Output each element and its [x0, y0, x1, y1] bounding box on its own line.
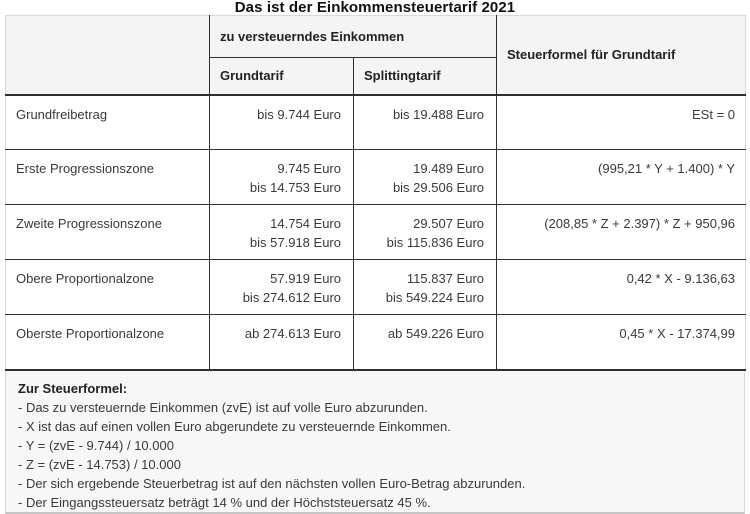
value-line: bis 115.836 Euro [386, 235, 485, 250]
value-line: bis 29.506 Euro [392, 180, 485, 195]
value-line: 19.489 Euro [413, 161, 485, 176]
tax-table [5, 15, 746, 371]
table-row [6, 315, 746, 370]
formula-cell: 0,45 * X - 17.374,99 [497, 315, 746, 370]
splittingtarif-cell [354, 205, 497, 260]
zone-cell: Grundfreibetrag [6, 95, 210, 150]
footnote-item: - Y = (zvE - 9.744) / 10.000 [18, 437, 174, 453]
value-line: 57.919 Euro [270, 271, 341, 286]
header-steuerformel: Steuerformel für Grundtarif [497, 16, 746, 95]
table-row [6, 260, 746, 315]
splittingtarif-cell [354, 260, 497, 315]
footnote-item: - Der Eingangssteuersatz beträgt 14 % und der Höchststeuersatz 45 %. [18, 494, 431, 510]
header-splittingtarif: Splittingtarif [354, 58, 497, 95]
zone-cell: Oberste Proportionalzone [6, 315, 210, 370]
footnote-item: - X ist das auf einen vollen Euro abgerundete zu versteuernde Einkommen. [18, 418, 451, 434]
header-income-group: zu versteuerndes Einkommen [210, 16, 497, 58]
page-title: Das ist der Einkommensteuertarif 2021 [234, 0, 516, 16]
header-empty-corner [6, 16, 210, 95]
table-body [6, 95, 746, 370]
value-line: 115.837 Euro [406, 271, 485, 286]
value-line: 14.754 Euro [270, 216, 341, 231]
value-line: bis 549.224 Euro [385, 290, 485, 305]
value-line: 9.745 Euro [277, 161, 341, 176]
splittingtarif-cell [354, 95, 497, 150]
table-header [6, 16, 746, 95]
footnote-item: - Der sich ergebende Steuerbetrag ist auf den nächsten vollen Euro-Betrag abzurunden. [18, 475, 526, 491]
table-row [6, 150, 746, 205]
grundtarif-cell [210, 205, 354, 260]
table-row [6, 205, 746, 260]
footnotes-box [5, 371, 745, 514]
formula-cell: (208,85 * Z + 2.397) * Z + 950,96 [497, 205, 746, 260]
footnotes-heading: Zur Steuerformel: [18, 380, 128, 396]
zone-cell: Erste Progressionszone [6, 150, 210, 205]
formula-cell: 0,42 * X - 9.136,63 [497, 260, 746, 315]
formula-cell: ESt = 0 [497, 95, 746, 150]
grundtarif-cell [210, 150, 354, 205]
value-line: bis 57.918 Euro [249, 235, 341, 250]
value-line: bis 14.753 Euro [249, 180, 341, 195]
grundtarif-cell [210, 260, 354, 315]
grundtarif-cell [210, 95, 354, 150]
footnote-item: - Das zu versteuernde Einkommen (zvE) ist auf volle Euro abzurunden. [18, 399, 428, 415]
grundtarif-cell [210, 315, 354, 370]
splittingtarif-cell [354, 150, 497, 205]
footnote-item: - Z = (zvE - 14.753) / 10.000 [18, 456, 181, 472]
value-line: bis 274.612 Euro [242, 290, 341, 305]
value-line: ab 549.226 Euro [387, 326, 485, 341]
value-line: bis 9.744 Euro [257, 106, 341, 122]
value-line: 29.507 Euro [413, 216, 485, 231]
value-line: ab 274.613 Euro [244, 326, 341, 341]
formula-cell: (995,21 * Y + 1.400) * Y [497, 150, 746, 205]
value-line: bis 19.488 Euro [392, 106, 485, 122]
zone-cell: Obere Proportionalzone [6, 260, 210, 315]
splittingtarif-cell [354, 315, 497, 370]
header-grundtarif: Grundtarif [210, 58, 354, 95]
table-row [6, 95, 746, 150]
zone-cell: Zweite Progressionszone [6, 205, 210, 260]
